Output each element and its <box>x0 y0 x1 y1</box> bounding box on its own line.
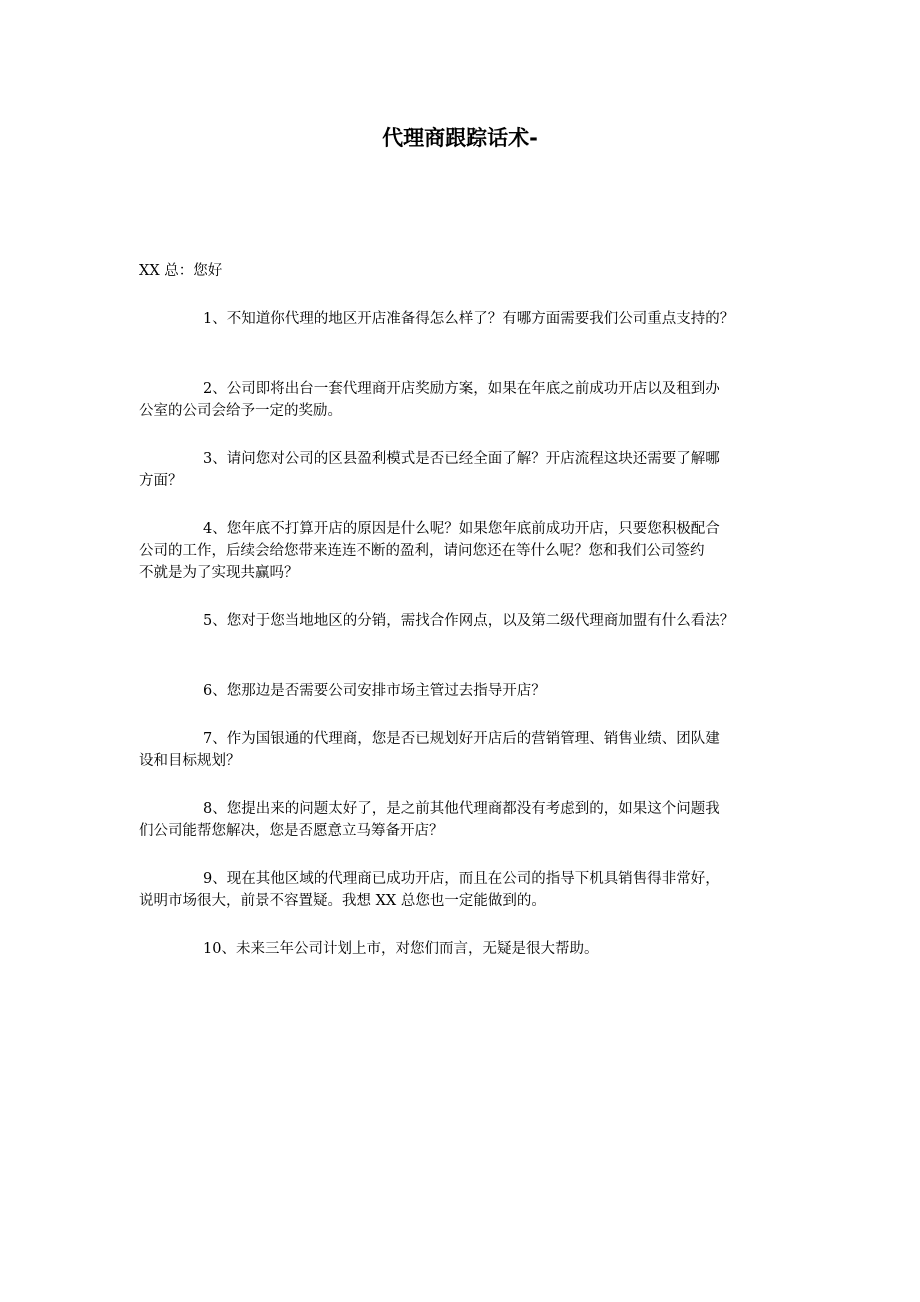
list-item-9 <box>139 868 789 912</box>
list-item-7-line-1: 7、作为国银通的代理商，您是否已规划好开店后的营销管理、销售业绩、团队建 <box>203 731 720 747</box>
list-item-2-line-1: 2、公司即将出台一套代理商开店奖励方案，如果在年底之前成功开店以及租到办 <box>203 381 720 397</box>
list-item-4-line-1: 4、您年底不打算开店的原因是什么呢？如果您年底前成功开店，只要您积极配合 <box>203 521 720 537</box>
list-item-7-line-2: 设和目标规划？ <box>139 753 241 769</box>
greeting: XX 总：您好 <box>139 263 223 279</box>
list-item-1-line-1: 1、不知道你代理的地区开店准备得怎么样了？有哪方面需要我们公司重点支持的？ <box>203 311 735 327</box>
list-item-4 <box>139 518 789 584</box>
list-item-3-line-2: 方面？ <box>139 473 183 489</box>
list-item-6 <box>139 680 789 702</box>
list-item-3 <box>139 448 789 492</box>
document-title: 代理商跟踪话术- <box>382 126 538 150</box>
list-item-5-line-1: 5、您对于您当地地区的分销，需找合作网点，以及第二级代理商加盟有什么看法？ <box>203 613 735 629</box>
list-item-2-line-2: 公室的公司会给予一定的奖励。 <box>139 403 342 419</box>
list-item-5 <box>139 610 789 632</box>
list-item-9-line-2: 说明市场很大，前景不容置疑。我想 XX 总您也一定能做到的。 <box>139 893 546 909</box>
list-item-6-line-1: 6、您那边是否需要公司安排市场主管过去指导开店？ <box>203 683 546 699</box>
list-item-8-line-1: 8、您提出来的问题太好了，是之前其他代理商都没有考虑到的，如果这个问题我 <box>203 801 720 817</box>
list-item-1 <box>139 308 789 330</box>
list-item-9-line-1: 9、现在其他区域的代理商已成功开店，而且在公司的指导下机具销售得非常好， <box>203 871 720 887</box>
list-item-2 <box>139 378 789 422</box>
list-item-8-line-2: 们公司能帮您解决，您是否愿意立马筹备开店？ <box>139 823 444 839</box>
document-body <box>139 260 789 986</box>
list-item-10-line-1: 10、未来三年公司计划上市，对您们而言，无疑是很大帮助。 <box>203 941 599 957</box>
list-item-7 <box>139 728 789 772</box>
list-item-4-line-3: 不就是为了实现共赢吗？ <box>139 565 299 581</box>
list-item-4-line-2: 公司的工作，后续会给您带来连连不断的盈利，请问您还在等什么呢？您和我们公司签约 <box>139 543 705 559</box>
list-item-3-line-1: 3、请问您对公司的区县盈利模式是否已经全面了解？开店流程这块还需要了解哪 <box>203 451 720 467</box>
list-item-8 <box>139 798 789 842</box>
list-item-10 <box>139 938 789 960</box>
